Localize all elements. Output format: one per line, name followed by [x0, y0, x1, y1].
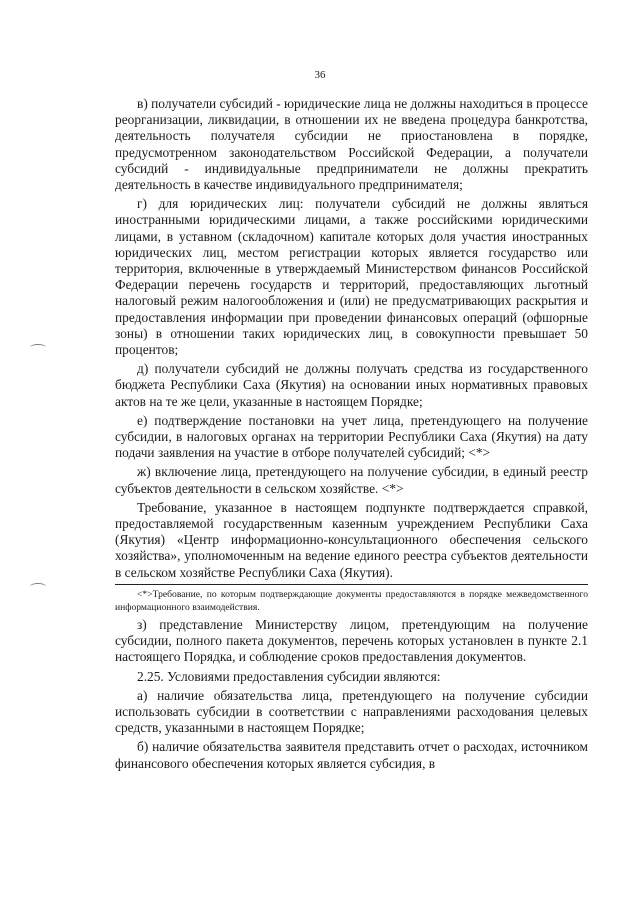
paragraph: б) наличие обязательства заявителя представить отчет о расходах, источником финансового обеспечения которых является субсидия, в [115, 739, 588, 771]
document-body [115, 96, 588, 775]
paragraph: з) представление Министерству лицом, претендующим на получение субсидии, полного пакета документов, перечень которых установлен в пункте 2.1 настоящего Порядка, и соблюдение сроков предоставления документов. [115, 616, 588, 665]
scan-artifact [30, 583, 46, 590]
paragraph: г) для юридических лиц: получатели субсидий не должны являться иностранными юридическими лицами, а также российскими юридическими лицами, в уставном (складочном) капитале которых доля участия иностранных юридических лиц, местом регистрации которых является государство или территория, включенные в утверждаемый Министерством финансов Российской Федерации перечень государств и территорий, предоставляющих льготный налоговый режим налогообложения и (или) не предусматривающих раскрытия и предоставления информации при проведении финансовых операций (офшорные зоны) в отношении таких юридических лиц, в совокупности превышает 50 процентов; [115, 196, 588, 358]
paragraph: в) получатели субсидий - юридические лица не должны находиться в процессе реорганизации, ликвидации, в отношении их не введена процедура банкротства, деятельность получателя субсидии не приостановлена в порядке, предусмотренном законодательством Российской Федерации, а получатели субсидий - индивидуальные предприниматели не должны прекратить деятельность в качестве индивидуального предпринимателя; [115, 96, 588, 193]
paragraph: а) наличие обязательства лица, претендующего на получение субсидии использовать субсидии в соответствии с направлениями расходования целевых средств, указанными в настоящем Порядке; [115, 687, 588, 736]
footnote-divider [115, 584, 588, 585]
page-number: 36 [314, 69, 326, 81]
paragraph: Требование, указанное в настоящем подпункте подтверждается справкой, предоставляемой государственным казенным учреждением Республики Саха (Якутия) «Центр информационно-консультационного обеспечения сельского хозяйства», уполномоченным на ведение единого реестра субъектов деятельности в сельском хозяйстве Республики Саха (Якутия). [115, 499, 588, 580]
footnote: <*>Требование, по которым подтверждающие документы предоставляются в порядке межведомственного информационного взаимодействия. [115, 588, 588, 613]
paragraph: 2.25. Условиями предоставления субсидии являются: [137, 668, 441, 684]
paragraph: е) подтверждение постановки на учет лица, претендующего на получение субсидии, в налоговых органах на территории Республики Саха (Якутия) на дату подачи заявления на участие в отборе получателей субсидий; <*> [115, 412, 588, 461]
scan-artifact [30, 344, 46, 351]
paragraph: ж) включение лица, претендующего на получение субсидии, в единый реестр субъектов деятельности в сельском хозяйстве. <*> [115, 464, 588, 496]
paragraph: д) получатели субсидий не должны получать средства из государственного бюджета Республики Саха (Якутия) на основании иных нормативных правовых актов на те же цели, указанные в настоящем Порядке; [115, 361, 588, 409]
